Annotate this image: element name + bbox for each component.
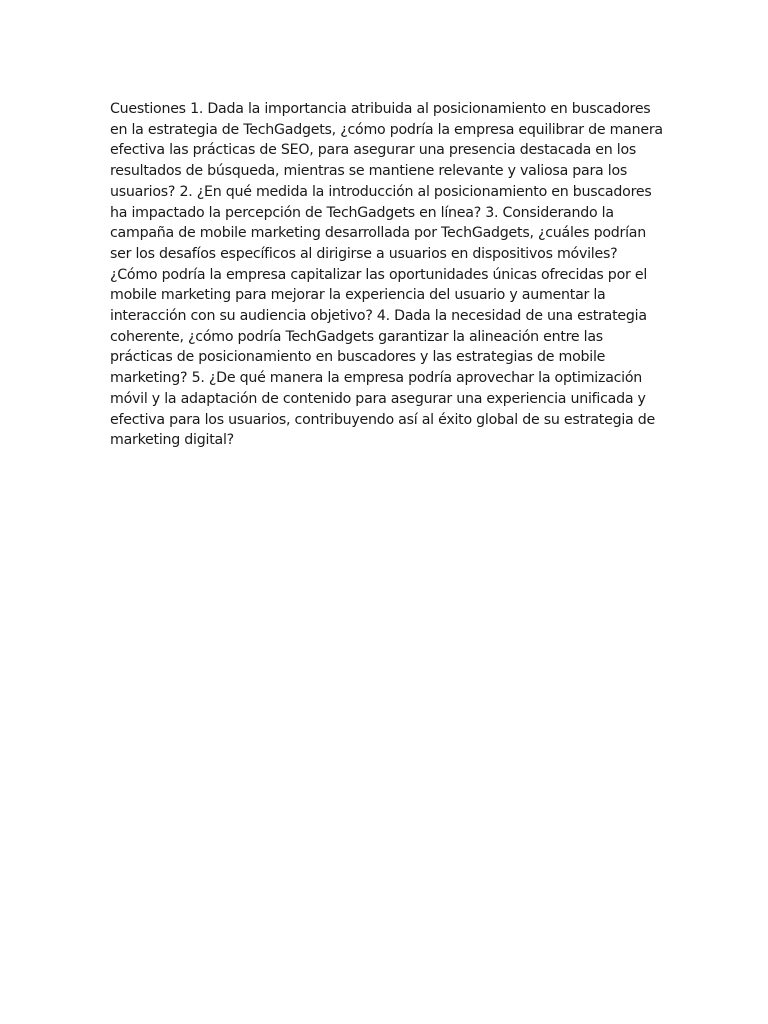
- questions-paragraph: Cuestiones 1. Dada la importancia atribuida al posicionamiento en buscadores en la estrategia de TechGadgets, ¿cómo podría la empresa equilibrar de manera efectiva las prácticas de SEO, para asegurar una presencia destacada en los resultados de búsqueda, mientras se mantiene relevante y valiosa para los usuarios? 2. ¿En qué medida la introducción al posicionamiento en buscadores ha impactado la percepción de TechGadgets en línea? 3. Considerando la campaña de mobile marketing desarrollada por TechGadgets, ¿cuáles podrían ser los desafíos específicos al dirigirse a usuarios en dispositivos móviles? ¿Cómo podría la empresa capitalizar las oportunidades únicas ofrecidas por el mobile marketing para mejorar la experiencia del usuario y aumentar la interacción con su audiencia objetivo? 4. Dada la necesidad de una estrategia coherente, ¿cómo podría TechGadgets garantizar la alineación entre las prácticas de posicionamiento en buscadores y las estrategias de mobile marketing? 5. ¿De qué manera la empresa podría aprovechar la optimización móvil y la adaptación de contenido para asegurar una experiencia unificada y efectiva para los usuarios, contribuyendo así al éxito global de su estrategia de marketing digital?: [110, 101, 663, 449]
